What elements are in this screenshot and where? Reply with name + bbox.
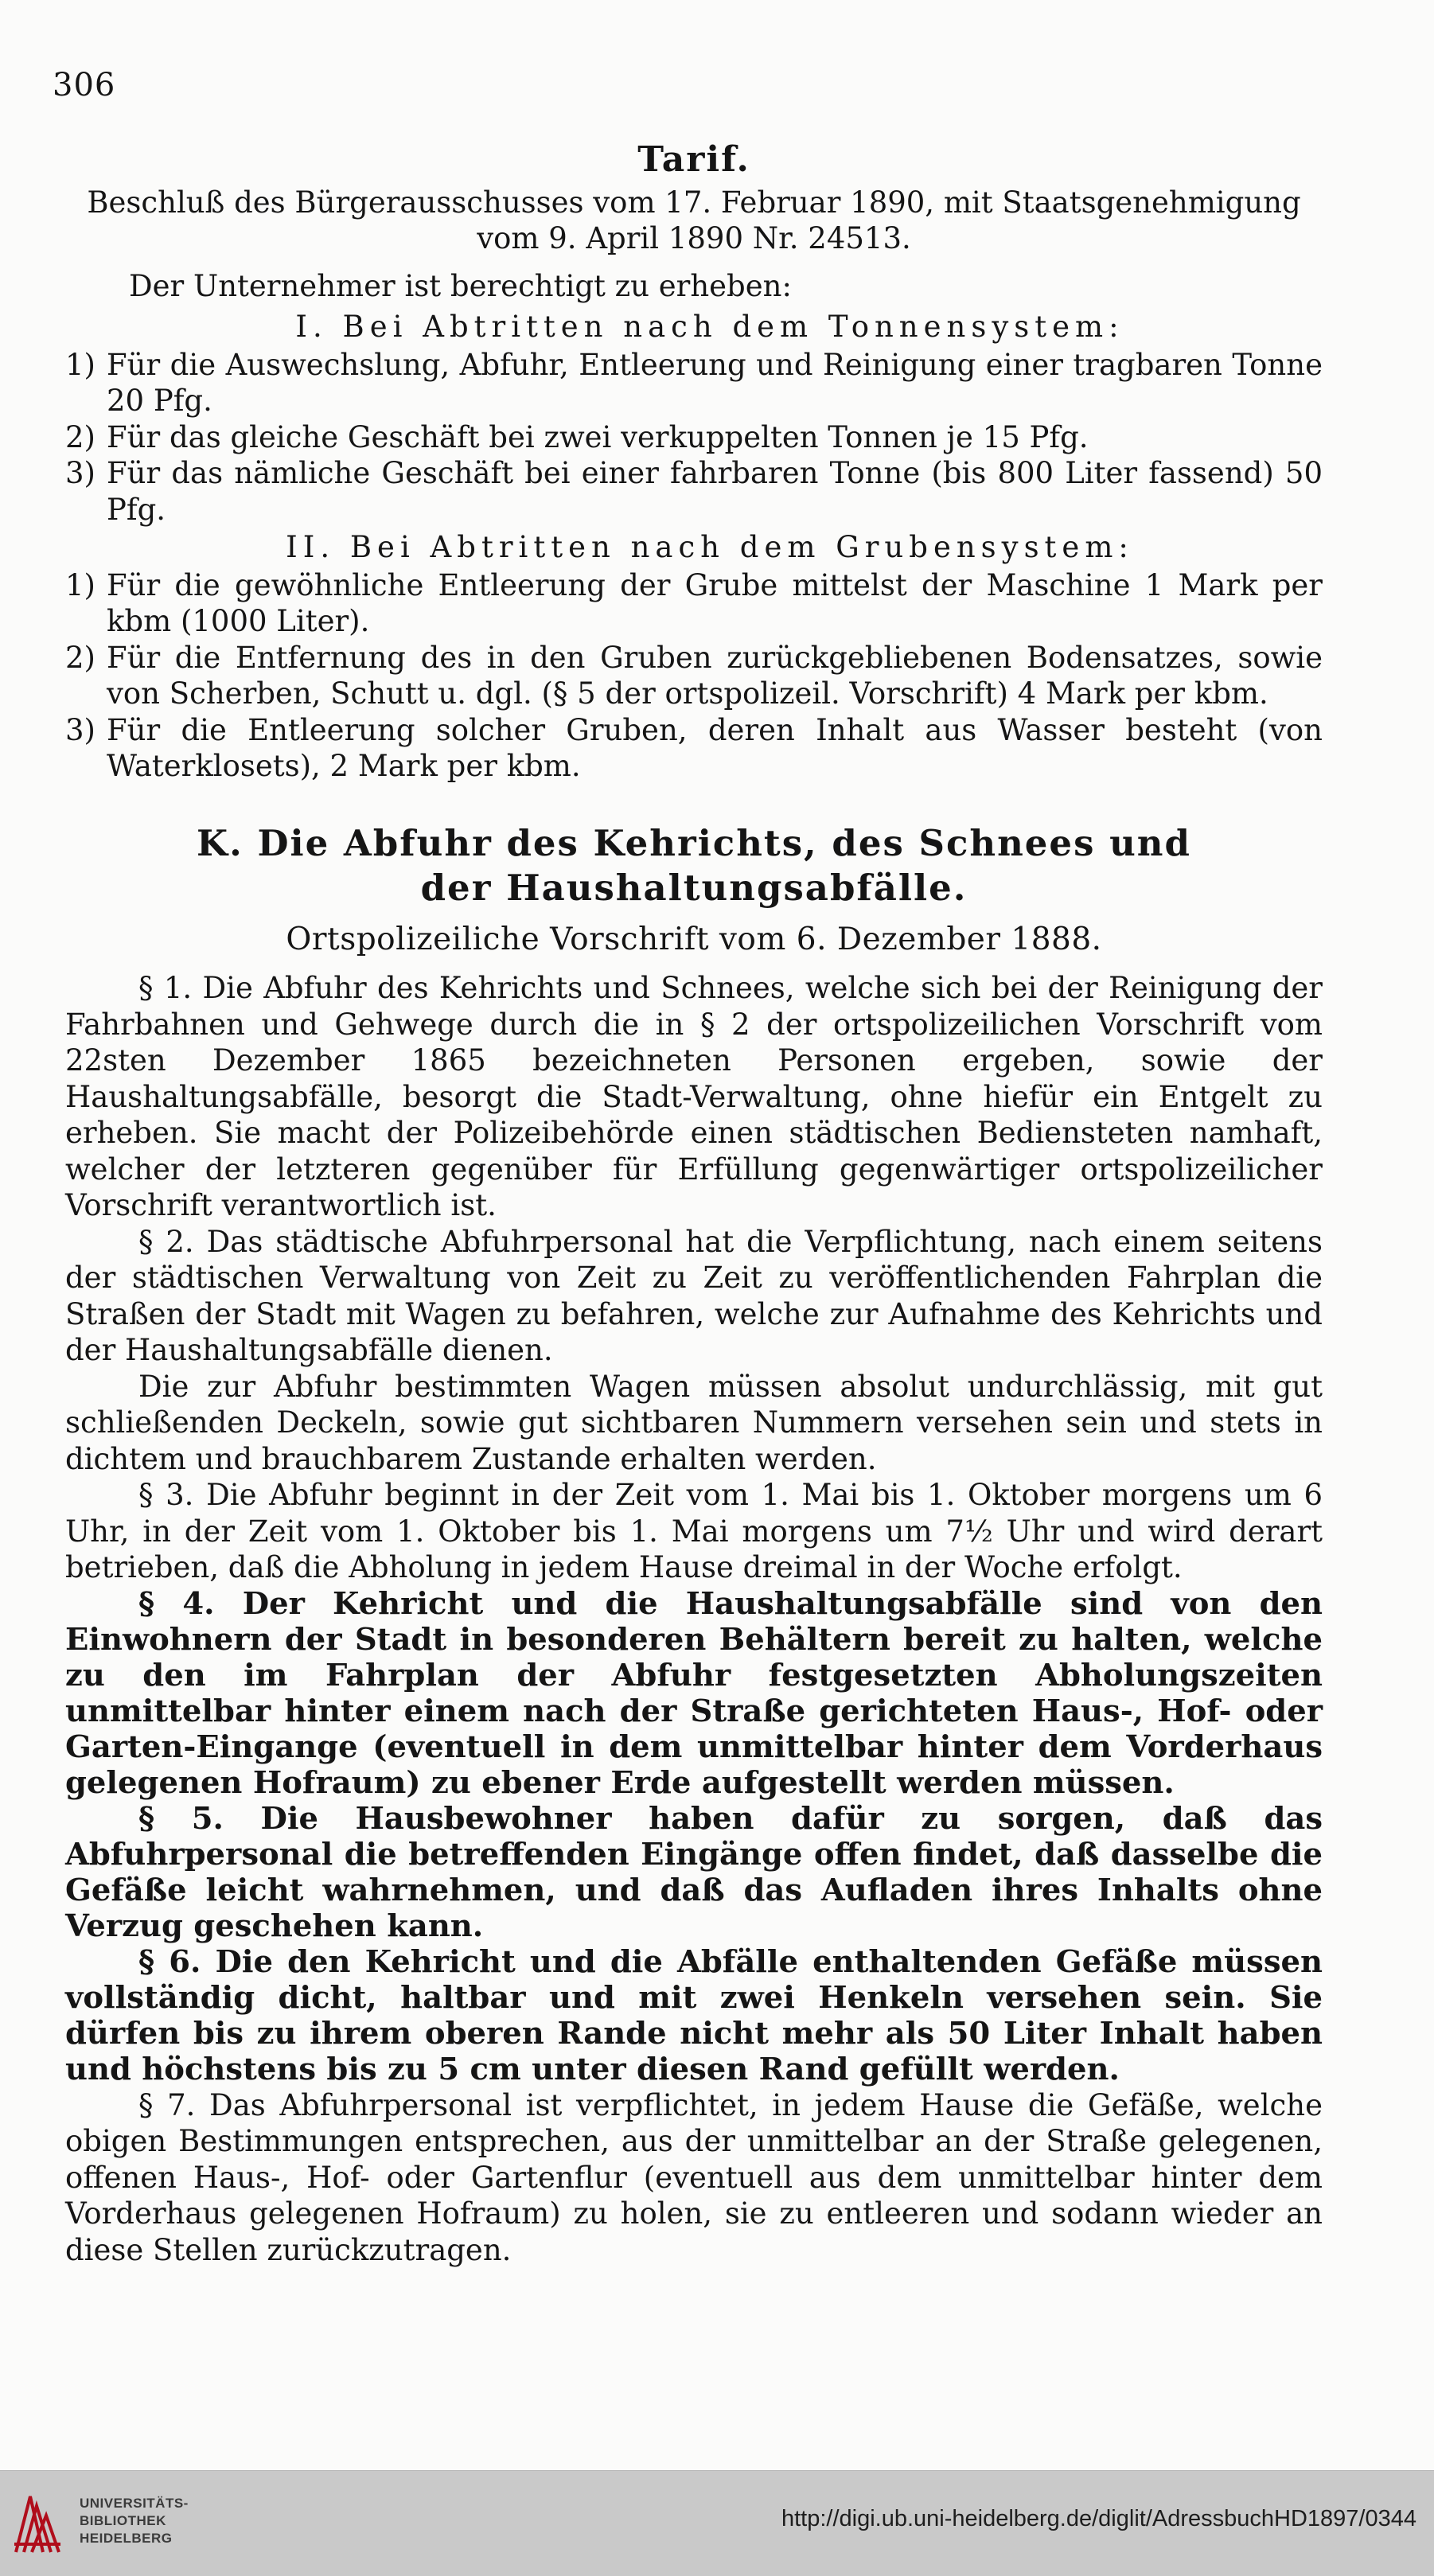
list-item xyxy=(65,455,1323,528)
paragraph-6: § 6. Die den Kehricht und die Abfälle enthaltenden Gefäße müssen vollständig dicht, haltbar und mit zwei Henkeln versehen sein. Sie dürfen bis zu ihrem oberen Rande nicht mehr als 50 Liter Inhalt haben und höchstens bis zu 5 cm unter diesen Rand gefüllt werden. xyxy=(65,1943,1323,2087)
item-number: 3) xyxy=(65,456,95,490)
university-logo-icon xyxy=(11,2488,64,2557)
footer-bar xyxy=(0,2470,1434,2576)
item-number: 2) xyxy=(65,640,95,675)
tarif-title: Tarif. xyxy=(637,139,750,180)
paragraph-2-continuation: Die zur Abfuhr bestimmten Wagen müssen absolut undurchlässig, mit gut schließenden Deckeln, sowie gut sichtbaren Nummern versehen sein und stets in dichtem und brauchbarem Zustande erhalten werden. xyxy=(65,1369,1323,1476)
library-name xyxy=(80,2495,189,2547)
item-text: Für die Auswechslung, Abfuhr, Entleerung und Reinigung einer tragbaren Tonne 20 Pfg. xyxy=(107,347,1323,418)
item-text: Für die gewöhnliche Entleerung der Grube mittelst der Maschine 1 Mark per kbm (1000 Liter). xyxy=(107,567,1323,638)
regulation-title: Ortspolizeiliche Vorschrift vom 6. Dezember 1888. xyxy=(286,921,1102,957)
item-text: Für das nämliche Geschäft bei einer fahrbaren Tonne (bis 800 Liter fassend) 50 Pfg. xyxy=(107,456,1323,527)
paragraph-1: § 1. Die Abfuhr des Kehrichts und Schnees, welche sich bei der Reinigung der Fahrbahnen und Gehwege durch die in § 2 der ortspolizeilichen Vorschrift vom 22sten Dezember 1865 bezeichneten Personen ergeben, sowie der Haushaltungsabfälle, besorgt die Stadt-Verwaltung, ohne hiefür ein Entgelt zu erheben. Sie macht der Polizeibehörde einen städtischen Bediensteten namhaft, welcher der letzteren gegenüber für Erfüllung gegenwärtiger ortspolizeilicher Vorschrift verantwortlich ist. xyxy=(65,971,1323,1222)
list-item xyxy=(65,640,1323,712)
source-url-link[interactable]: http://digi.ub.uni-heidelberg.de/diglit/AdressbuchHD1897/0344 xyxy=(781,2506,1416,2531)
item-number: 3) xyxy=(65,712,95,747)
library-name-line: HEIDELBERG xyxy=(80,2531,173,2546)
tarif-decision: Beschluß des Bürgerausschusses vom 17. Februar 1890, mit Staatsgenehmigung vom 9. April 1890 Nr. 24513. xyxy=(87,185,1301,255)
item-number: 1) xyxy=(65,347,95,382)
item-number: 2) xyxy=(65,419,95,454)
list-item xyxy=(65,712,1323,785)
library-name-line: BIBLIOTHEK xyxy=(80,2513,166,2528)
paragraph-5: § 5. Die Hausbewohner haben dafür zu sorgen, daß das Abfuhrpersonal die betreffenden Eingänge offen findet, daß dasselbe die Gefäße leicht wahrnehmen, und daß das Aufladen ihres Inhalts ohne Verzug geschehen kann. xyxy=(65,1800,1323,1944)
page-number: 306 xyxy=(53,67,116,103)
tarif-section-1-heading: I. Bei Abtritten nach dem Tonnensystem: xyxy=(295,310,1124,344)
tarif-section-2-heading: II. Bei Abtritten nach dem Grubensystem: xyxy=(286,530,1134,564)
paragraph-2: § 2. Das städtische Abfuhrpersonal hat die Verpflichtung, nach einem seitens der städtischen Verwaltung von Zeit zu Zeit zu veröffentlichenden Fahrplan die Straßen der Stadt mit Wagen zu befahren, welche zur Aufnahme des Kehrichts und der Haushaltungsabfälle dienen. xyxy=(65,1224,1323,1367)
section-k-title: K. Die Abfuhr des Kehrichts, des Schnees und der Haushaltungsabfälle. xyxy=(197,821,1191,909)
item-text: Für die Entfernung des in den Gruben zurückgebliebenen Bodensatzes, sowie von Scherben, Schutt u. dgl. (§ 5 der ortspolizeil. Vorschrift) 4 Mark per kbm. xyxy=(107,640,1323,711)
paragraph-3: § 3. Die Abfuhr beginnt in der Zeit vom 1. Mai bis 1. Oktober morgens um 6 Uhr, in der Zeit vom 1. Oktober bis 1. Mai morgens um 7½ Uhr und wird derart betrieben, daß die Abholung in jedem Hause dreimal in der Woche erfolgt. xyxy=(65,1478,1323,1584)
list-item xyxy=(65,347,1323,419)
page-text xyxy=(65,139,1323,2268)
tarif-intro: Der Unternehmer ist berechtigt zu erheben: xyxy=(129,268,792,303)
paragraph-7: § 7. Das Abfuhrpersonal ist verpflichtet, in jedem Hause die Gefäße, welche obigen Bestimmungen entsprechen, aus der unmittelbar an der Straße gelegenen, offenen Haus-, Hof- oder Gartenflur (eventuell aus dem unmittelbar hinter dem Vorderhaus gelegenen Hofraum) zu holen, sie zu entleeren und sodann wieder an diese Stellen zurückzutragen. xyxy=(65,2087,1323,2267)
list-item xyxy=(65,419,1323,456)
library-name-line: UNIVERSITÄTS- xyxy=(80,2496,189,2511)
item-text: Für das gleiche Geschäft bei zwei verkuppelten Tonnen je 15 Pfg. xyxy=(107,419,1089,454)
item-number: 1) xyxy=(65,567,95,602)
item-text: Für die Entleerung solcher Gruben, deren Inhalt aus Wasser besteht (von Waterklosets), 2 Mark per kbm. xyxy=(107,712,1323,783)
list-item xyxy=(65,567,1323,640)
paragraph-4: § 4. Der Kehricht und die Haushaltungsabfälle sind von den Einwohnern der Stadt in besonderen Behältern bereit zu halten, welche zu den im Fahrplan der Abfuhr festgesetzten Abholungszeiten unmittelbar hinter einem nach der Straße gerichteten Haus-, Hof- oder Garten-Eingange (eventuell in dem unmittelbar hinter dem Vorderhaus gelegenen Hofraum) zu ebener Erde aufgestellt werden müssen. xyxy=(65,1585,1323,1801)
